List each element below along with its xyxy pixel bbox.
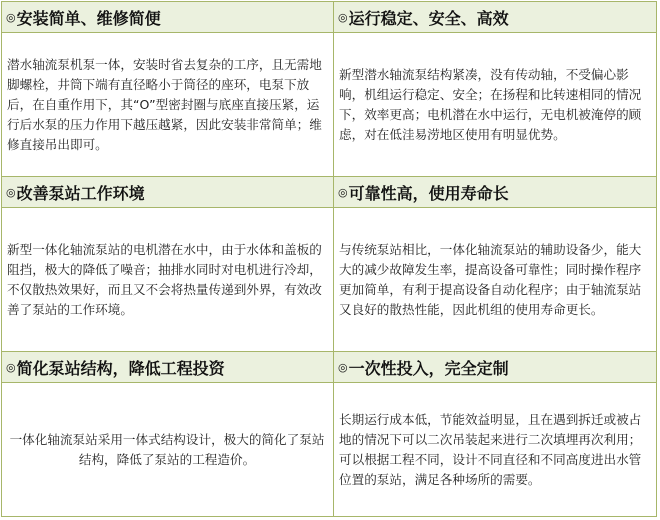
feature-text: 一体化轴流泵站采用一体式结构设计，极大的简化了泵站结构，降低了泵站的工程造价。 <box>9 431 325 467</box>
bullet-icon: ◎ <box>6 10 16 24</box>
feature-heading-environment <box>2 177 334 208</box>
feature-title: 简化泵站结构，降低工程投资 <box>16 358 225 378</box>
feature-text: 新型一体化轴流泵站的电机潜在水中，由于水体和盖板的阻挡，极大的降低了噪音；抽排水同时对电机进行冷却，不仅散热效果好，而且又不会将热量传递到外界，有效改善了泵站的工作环境。 <box>7 241 322 317</box>
feature-title: 安装简单、维修简便 <box>16 8 161 28</box>
feature-title: 一次性投入，完全定制 <box>348 358 509 378</box>
feature-table <box>1 1 657 517</box>
feature-title: 改善泵站工作环境 <box>16 183 145 203</box>
feature-body-stability <box>334 33 656 177</box>
feature-body-environment <box>2 208 334 352</box>
bullet-icon: ◎ <box>6 185 16 199</box>
bullet-icon: ◎ <box>338 185 348 199</box>
feature-body-installation <box>2 33 334 177</box>
feature-text: 新型潜水轴流泵结构紧凑，没有传动轴，不受偏心影响，机组运行稳定、安全；在扬程和比转速相同的情况下，效率更高；电机潜在水中运行，无电机被淹停的顾虑，对在低洼易涝地区使用有明显优势。 <box>339 66 642 142</box>
feature-text: 与传统泵站相比，一体化轴流泵站的辅助设备少，能大大的减少故障发生率，提高设备可靠性；同时操作程序更加简单，有利于提高设备自动化程序；由于轴流泵站又良好的散热性能，因此机组的使用寿命更长。 <box>339 241 642 317</box>
feature-title: 运行稳定、安全、高效 <box>348 8 509 28</box>
bullet-icon: ◎ <box>338 10 348 24</box>
feature-title: 可靠性高，使用寿命长 <box>348 183 509 203</box>
feature-body-customization <box>334 383 656 516</box>
feature-heading-reliability <box>334 177 656 208</box>
feature-text: 长期运行成本低，节能效益明显，且在遇到拆迁或被占地的情况下可以二次吊装起来进行二次填埋再次利用；可以根据工程不同，设计不同直径和不同高度进出水管位置的泵站，满足各种场所的需要。 <box>339 411 642 487</box>
feature-body-reliability <box>334 208 656 352</box>
feature-heading-stability <box>334 2 656 33</box>
feature-heading-installation <box>2 2 334 33</box>
feature-heading-customization <box>334 352 656 383</box>
feature-body-structure <box>2 383 334 516</box>
feature-text: 潜水轴流泵机泵一体，安装时省去复杂的工序，且无需地脚螺栓，井筒下端有直径略小于筒径的座环，电泵下放后，在自重作用下，其“O”型密封圈与底座直接压紧，运行后水泵的压力作用下越压越紧，因此安装非常简单；维修直接吊出即可。 <box>7 56 322 152</box>
bullet-icon: ◎ <box>6 360 16 374</box>
feature-heading-structure <box>2 352 334 383</box>
bullet-icon: ◎ <box>338 360 348 374</box>
